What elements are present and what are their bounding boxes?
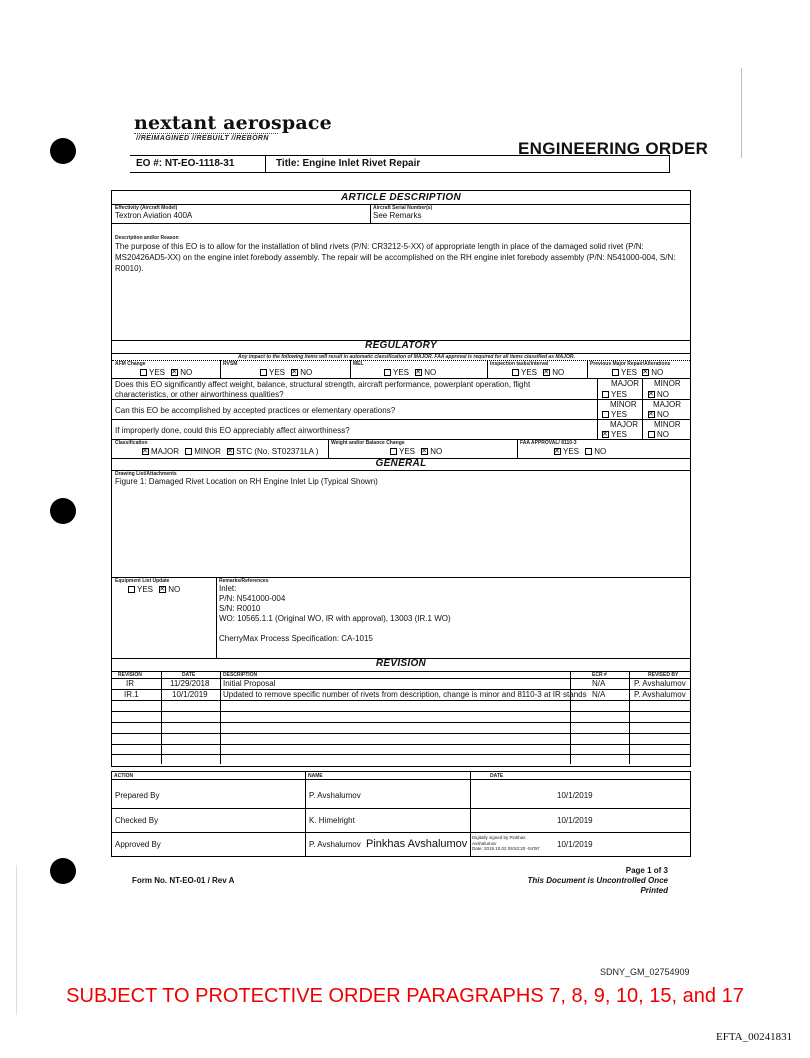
inspection-yes-checkbox[interactable] xyxy=(512,369,519,376)
mel-options: YES ✕ NO xyxy=(384,368,436,377)
faa-yes-checkbox[interactable] xyxy=(554,448,561,455)
remarks-list xyxy=(219,584,451,644)
revision-row-0-by: P. Avshalumov xyxy=(634,679,686,688)
rvsm-no-checkbox[interactable] xyxy=(291,369,298,376)
q2-major: MAJOR xyxy=(653,400,681,409)
q1-no: ✕NO xyxy=(648,390,669,399)
remarks-line: CherryMax Process Specification: CA-1015 xyxy=(219,634,373,643)
checked-by-date: 10/1/2019 xyxy=(557,816,593,825)
equipment-yes-checkbox[interactable] xyxy=(128,586,135,593)
uncontrolled-notice: This Document is Uncontrolled Once Printed xyxy=(527,876,668,895)
prepared-by-name: P. Avshalumov xyxy=(309,791,361,800)
prepared-by-label: Prepared By xyxy=(115,791,160,800)
q2-minor: MINOR xyxy=(610,400,637,409)
revision-heading: REVISION xyxy=(375,658,427,669)
q3-yes-checkbox[interactable] xyxy=(602,431,609,438)
signoff-col-name: NAME xyxy=(308,773,323,779)
revision-col-description: DESCRIPTION xyxy=(223,672,258,678)
afm-no-checkbox[interactable] xyxy=(171,369,178,376)
logo-tagline: //REIMAGINED //REBUILT //REBORN xyxy=(136,135,269,142)
approved-by-label: Approved By xyxy=(115,840,161,849)
eo-title: Title: Engine Inlet Rivet Repair xyxy=(276,158,421,169)
revision-row-0-ecr: N/A xyxy=(592,679,606,688)
inspection-label: Inspection tasks/interval xyxy=(490,361,549,367)
classification-label: Classification xyxy=(115,440,148,446)
previous-options: YES ✕ NO xyxy=(612,368,663,377)
logo-underline xyxy=(134,133,278,134)
revision-col-date: DATE xyxy=(182,672,196,678)
remarks-line: Inlet: xyxy=(219,584,237,593)
digital-signature-block: Digitally signed by Pinkhas Avshalumov Date: 2019.10.02 09:53:20 -04'00' xyxy=(472,835,540,851)
revision-row-0-desc: Initial Proposal xyxy=(223,679,276,688)
rvsm-options: YES ✕ NO xyxy=(260,368,312,377)
article-description-heading: ARTICLE DESCRIPTION xyxy=(341,192,461,203)
equipment-options: YES ✕ NO xyxy=(128,585,180,594)
revision-row-0-rev: IR xyxy=(126,679,134,688)
faa-no-checkbox[interactable] xyxy=(585,448,592,455)
q2-yes: YES xyxy=(602,410,627,419)
engineering-order-form xyxy=(111,190,691,767)
eo-header-bar xyxy=(130,155,670,173)
remarks-line: WO: 10565.1.1 (Original WO, IR with approval), 13003 (IR.1 WO) xyxy=(219,614,451,623)
approver-signature: Pinkhas Avshalumov xyxy=(366,838,468,850)
bates-number-sdny: SDNY_GM_02754909 xyxy=(600,967,690,977)
question-2: Can this EO be accomplished by accepted practices or elementary operations? xyxy=(115,406,396,415)
classification-stc-checkbox[interactable] xyxy=(227,448,234,455)
remarks-line: S/N: R0010 xyxy=(219,604,261,613)
company-logo: nextant aerospace xyxy=(134,112,332,134)
inspection-options: YES ✕ NO xyxy=(512,368,564,377)
remarks-line xyxy=(219,624,451,634)
form-number: Form No. NT-EO-01 / Rev A xyxy=(132,876,235,885)
hole-punch-bottom xyxy=(50,858,76,884)
q1-major: MAJOR xyxy=(611,379,639,388)
checked-by-label: Checked By xyxy=(115,816,159,825)
faa-label: FAA APPROVAL/ 8110-3 xyxy=(520,440,577,446)
q2-no-checkbox[interactable] xyxy=(648,411,655,418)
revision-row-1-desc: Updated to remove specific number of rivets from description, change is minor and 8110-3 at IR stands xyxy=(223,690,587,699)
description-text: The purpose of this EO is to allow for the installation of blind rivets (P/N: CR3212-5-XX) of appropriate length in place of the damaged solid rivet (P/N: MS20426AD5-XX) on the engine inlet forebody assembly. The repair will be accomplished on the RH engine inlet forebody assembly (P/N: N541000-004, S/N: R0010). xyxy=(115,242,676,273)
previous-label: Previous Major Repair/Alterations xyxy=(590,361,671,367)
previous-no-checkbox[interactable] xyxy=(642,369,649,376)
revision-row-1-rev: IR.1 xyxy=(124,690,139,699)
remarks-line: P/N: N541000-004 xyxy=(219,594,286,603)
drawing-text: Figure 1: Damaged Rivet Location on RH Engine Inlet Lip (Typical Shown) xyxy=(115,477,378,486)
q1-minor: MINOR xyxy=(654,379,681,388)
q3-major: MAJOR xyxy=(610,420,638,429)
revision-col-revised-by: REVISED BY xyxy=(648,672,679,678)
eo-number: EO #: NT-EO-1118-31 xyxy=(130,156,266,172)
revision-row-1-date: 10/1/2019 xyxy=(172,690,208,699)
classification-options: ✕MAJOR MINOR ✕ STC (No. ST02371LA ) xyxy=(142,447,318,456)
equipment-no-checkbox[interactable] xyxy=(159,586,166,593)
question-1: Does this EO significantly affect weight, balance, structural strength, aircraft performance, powerplant operation, flight characteristics, or other airworthiness qualities? xyxy=(115,380,531,399)
hole-punch-top xyxy=(50,138,76,164)
regulatory-note: Any impact to the following items will result in automatic classification of MAJOR. FAA approval is required for all items classified as MAJOR. xyxy=(238,354,575,360)
footer-right xyxy=(518,866,668,896)
signoff-table xyxy=(111,771,691,857)
general-heading: GENERAL xyxy=(375,458,427,469)
q1-yes: YES xyxy=(602,390,627,399)
drawing-label: Drawing List/Attachments xyxy=(115,471,177,477)
afm-options: YES ✕ NO xyxy=(140,368,192,377)
protective-order-notice: SUBJECT TO PROTECTIVE ORDER PARAGRAPHS 7, 8, 9, 10, 15, and 17 xyxy=(66,985,744,1007)
q3-no: NO xyxy=(648,430,669,439)
inspection-no-checkbox[interactable] xyxy=(543,369,550,376)
revision-col-revision: REVISION xyxy=(118,672,142,678)
checked-by-name: K. Himelright xyxy=(309,816,355,825)
mel-no-checkbox[interactable] xyxy=(415,369,422,376)
rvsm-label: RVSM xyxy=(223,361,238,367)
question-3: If improperly done, could this EO appreciably affect airworthiness? xyxy=(115,426,350,435)
rvsm-yes-checkbox[interactable] xyxy=(260,369,267,376)
bates-number-efta: EFTA_00241831 xyxy=(716,1031,793,1043)
q1-yes-checkbox[interactable] xyxy=(602,391,609,398)
q1-no-checkbox[interactable] xyxy=(648,391,655,398)
q3-no-checkbox[interactable] xyxy=(648,431,655,438)
classification-major-checkbox[interactable] xyxy=(142,448,149,455)
weight-no-checkbox[interactable] xyxy=(421,448,428,455)
effectivity-label: Effectivity (Aircraft Model) xyxy=(115,205,178,211)
weight-yes-checkbox[interactable] xyxy=(390,448,397,455)
signoff-col-date: DATE xyxy=(490,773,504,779)
regulatory-heading: REGULATORY xyxy=(365,340,437,351)
faa-options: ✕YES NO xyxy=(554,447,606,456)
description-label: Description and/or Reason xyxy=(115,235,179,241)
equipment-label: Equipment List Update xyxy=(115,578,170,584)
page-number: Page 1 of 3 xyxy=(625,866,668,875)
mel-label: MEL xyxy=(353,361,364,367)
revision-col-ecr: ECR # xyxy=(592,672,607,678)
revision-row-0-date: 11/29/2018 xyxy=(170,679,210,688)
mel-yes-checkbox[interactable] xyxy=(384,369,391,376)
afm-yes-checkbox[interactable] xyxy=(140,369,147,376)
serial-value: See Remarks xyxy=(373,211,422,220)
q3-minor: MINOR xyxy=(654,420,681,429)
scan-mark xyxy=(741,68,742,158)
revision-row-1-ecr: N/A xyxy=(592,690,606,699)
effectivity-value: Textron Aviation 400A xyxy=(115,211,193,220)
previous-yes-checkbox[interactable] xyxy=(612,369,619,376)
revision-row-1-by: P. Avshalumov xyxy=(634,690,686,699)
approved-by-name: P. Avshalumov xyxy=(309,840,361,849)
q2-yes-checkbox[interactable] xyxy=(602,411,609,418)
document-title: ENGINEERING ORDER xyxy=(518,139,709,158)
remarks-label: Remarks/References xyxy=(219,578,269,584)
prepared-by-date: 10/1/2019 xyxy=(557,791,593,800)
hole-punch-middle xyxy=(50,498,76,524)
q3-yes: ✕YES xyxy=(602,430,627,439)
weight-options: YES ✕ NO xyxy=(390,447,442,456)
serial-label: Aircraft Serial Number(s) xyxy=(373,205,433,211)
classification-minor-checkbox[interactable] xyxy=(185,448,192,455)
afm-label: AFM Change xyxy=(115,361,146,367)
weight-label: Weight and/or Balance Change xyxy=(331,440,405,446)
q2-no: ✕NO xyxy=(648,410,669,419)
signoff-col-action: ACTION xyxy=(114,773,134,779)
approved-by-date: 10/1/2019 xyxy=(557,840,593,849)
